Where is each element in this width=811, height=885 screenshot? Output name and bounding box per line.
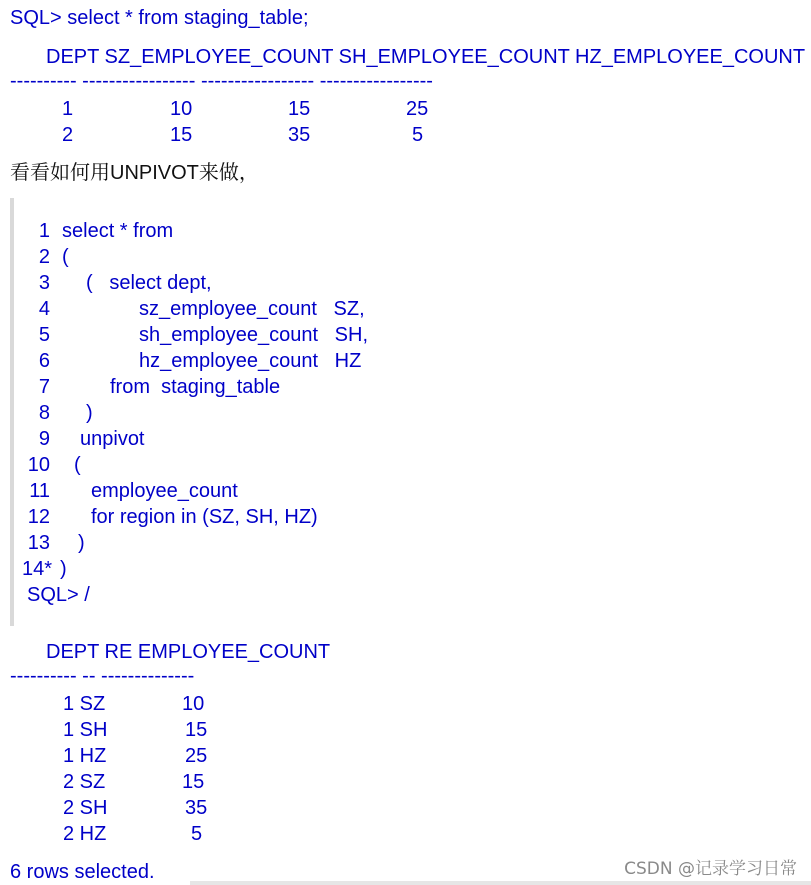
line-number: 1 <box>38 220 50 242</box>
line-number: 11 <box>29 480 50 502</box>
line-number: 14* <box>21 558 52 580</box>
code-line: ) <box>60 558 67 580</box>
table-cell: 35 <box>185 797 208 819</box>
result-separator-2: ---------- -- -------------- <box>10 665 195 687</box>
line-number: 2 <box>38 246 50 268</box>
line-number: 8 <box>38 402 50 424</box>
code-line: ( select dept, <box>86 272 212 294</box>
code-block <box>10 198 800 626</box>
table-cell: 1 SH <box>63 719 108 741</box>
sql-prompt-1: SQL> select * from staging_table; <box>10 7 309 29</box>
result-header-1: DEPT SZ_EMPLOYEE_COUNT SH_EMPLOYEE_COUNT HZ_EMPLOYEE_COUNT <box>46 46 806 68</box>
line-number: 5 <box>38 324 50 346</box>
code-line: from staging_table <box>110 376 281 398</box>
line-number: 4 <box>38 298 50 320</box>
result-separator-1: ---------- ----------------- ----------------- ----------------- <box>10 70 433 92</box>
code-line: sh_employee_count SH, <box>139 324 369 346</box>
code-line: ( <box>62 246 69 268</box>
table-cell: 2 SZ <box>63 771 106 793</box>
table-cell: 15 <box>182 771 205 793</box>
line-number: 6 <box>38 350 50 372</box>
intro-text: 看看如何用UNPIVOT来做， <box>10 162 259 184</box>
line-number: 12 <box>27 506 50 528</box>
code-line: for region in (SZ, SH, HZ) <box>91 506 318 528</box>
table-cell: 1 SZ <box>63 693 106 715</box>
code-line: unpivot <box>80 428 145 450</box>
code-line: ) <box>86 402 93 424</box>
rows-selected-footer: 6 rows selected. <box>10 861 155 883</box>
watermark: CSDN @记录学习日常 <box>624 859 797 879</box>
table-cell: 2 <box>62 124 74 146</box>
sql-prompt-2: SQL> / <box>27 584 90 606</box>
line-number: 13 <box>27 532 50 554</box>
code-line: sz_employee_count SZ, <box>139 298 365 320</box>
line-number: 7 <box>38 376 50 398</box>
code-line: hz_employee_count HZ <box>139 350 362 372</box>
line-number: 10 <box>27 454 50 476</box>
table-cell: 5 <box>191 823 203 845</box>
table-cell: 2 SH <box>63 797 108 819</box>
code-line: ( <box>74 454 81 476</box>
table-cell: 10 <box>170 98 193 120</box>
table-cell: 5 <box>412 124 424 146</box>
code-line: select * from <box>62 220 174 242</box>
table-cell: 25 <box>406 98 429 120</box>
table-cell: 15 <box>288 98 311 120</box>
table-cell: 2 HZ <box>63 823 107 845</box>
result-header-2: DEPT RE EMPLOYEE_COUNT <box>46 641 331 663</box>
bottom-divider <box>190 881 811 885</box>
line-number: 9 <box>38 428 50 450</box>
table-cell: 15 <box>185 719 208 741</box>
table-cell: 1 <box>62 98 74 120</box>
code-line: ) <box>78 532 85 554</box>
code-line: employee_count <box>91 480 238 502</box>
table-cell: 1 HZ <box>63 745 107 767</box>
table-cell: 35 <box>288 124 311 146</box>
table-cell: 10 <box>182 693 205 715</box>
table-cell: 25 <box>185 745 208 767</box>
table-cell: 15 <box>170 124 193 146</box>
line-number: 3 <box>38 272 50 294</box>
